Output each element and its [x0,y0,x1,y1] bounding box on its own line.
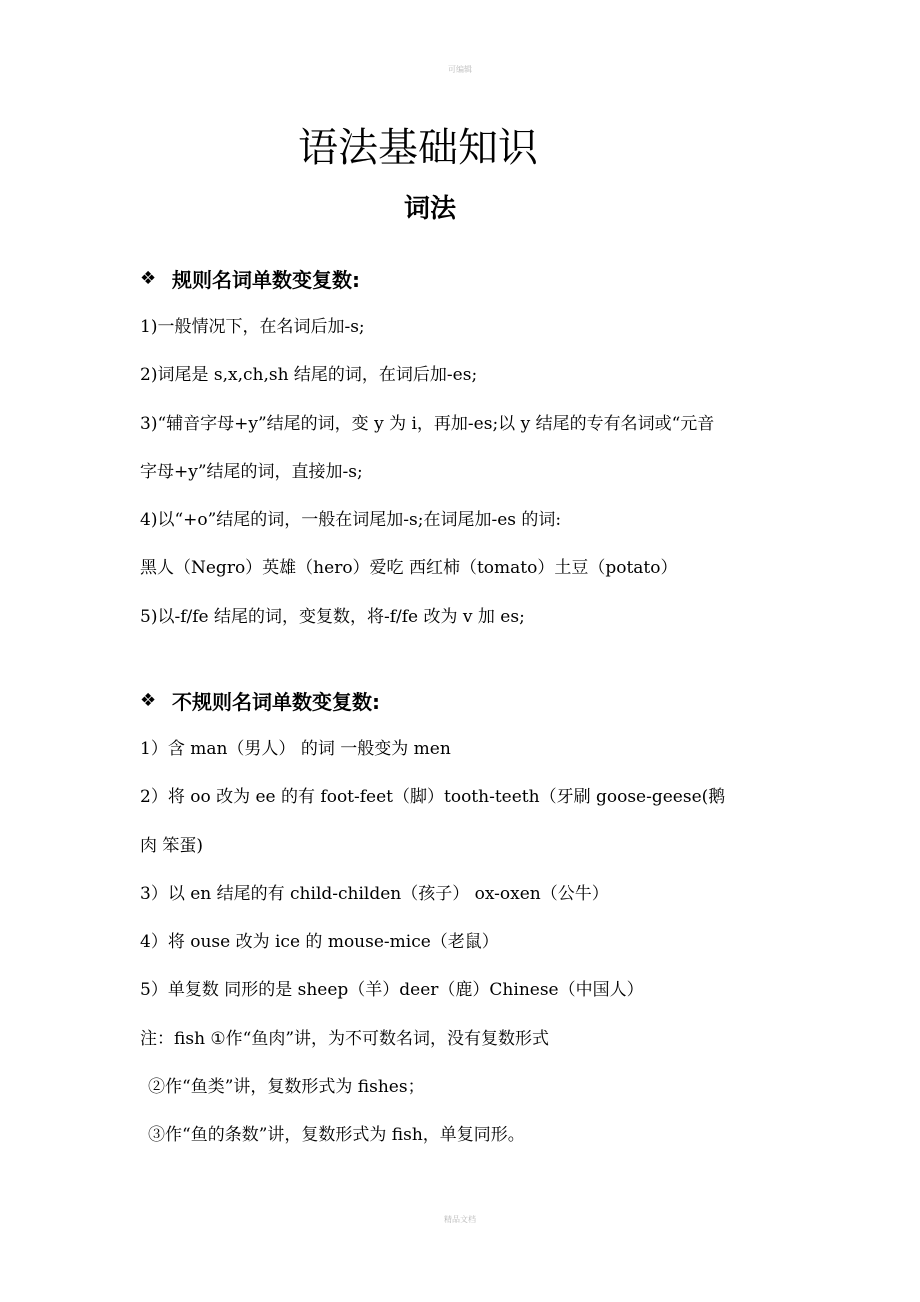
page-title: 语法基础知识 [298,125,538,171]
section-heading-text: 不规则名词单数变复数: [172,689,380,714]
note-line: 注：fish ①作“鱼肉”讲，为不可数名词，没有复数形式 [140,1028,550,1049]
header-watermark: 可编辑 [448,65,472,74]
note-line: ③作“鱼的条数”讲，复数形式为 fish，单复同形。 [148,1125,525,1146]
rule-line: 2）将 oo 改为 ee 的有 foot-feet（脚）tooth-teeth（牙刷 goose-geese(鹅 [140,787,726,808]
footer-watermark: 精品文档 [444,1215,476,1224]
rule-line: 5)以-f/fe 结尾的词，变复数，将-f/fe 改为 v 加 es; [140,606,525,627]
rule-line: 3）以 en 结尾的有 child-childen（孩子） ox-oxen（公牛） [140,883,609,904]
section-heading-regular [140,258,790,298]
irregular-plural-section [140,680,790,1160]
section-heading-irregular [140,680,790,720]
note-line: ②作“鱼类”讲，复数形式为 fishes； [148,1077,425,1098]
section-heading-text: 规则名词单数变复数: [172,267,360,292]
diamond-bullet-icon: ❖ [140,267,157,289]
regular-plural-section [140,258,790,641]
rule-line: 1)一般情况下，在名词后加-s; [140,317,365,337]
rule-line: 肉 笨蛋) [140,835,204,856]
rule-line: 4)以“+o”结尾的词，一般在词尾加-s;在词尾加-es 的词: [140,510,562,531]
page-subtitle: 词法 [403,194,456,224]
rule-line: 字母+y”结尾的词，直接加-s; [140,461,363,482]
rule-line: 3)“辅音字母+y”结尾的词，变 y 为 i，再加-es;以 y 结尾的专有名词或“元音 [140,413,715,434]
rule-line: 2)词尾是 s,x,ch,sh 结尾的词，在词后加-es; [140,365,478,386]
regular-rules-list [140,303,790,641]
rule-line: 5）单复数 同形的是 sheep（羊）deer（鹿）Chinese（中国人） [140,980,644,1001]
rule-line: 4）将 ouse 改为 ice 的 mouse-mice（老鼠） [140,932,499,953]
rule-line: 黑人（Negro）英雄（hero）爱吃 西红柿（tomato）土豆（potato） [140,558,678,579]
diamond-bullet-icon: ❖ [140,689,157,711]
rule-line: 1）含 man（男人） 的词 一般变为 men [140,739,451,759]
irregular-rules-list [140,725,790,1160]
